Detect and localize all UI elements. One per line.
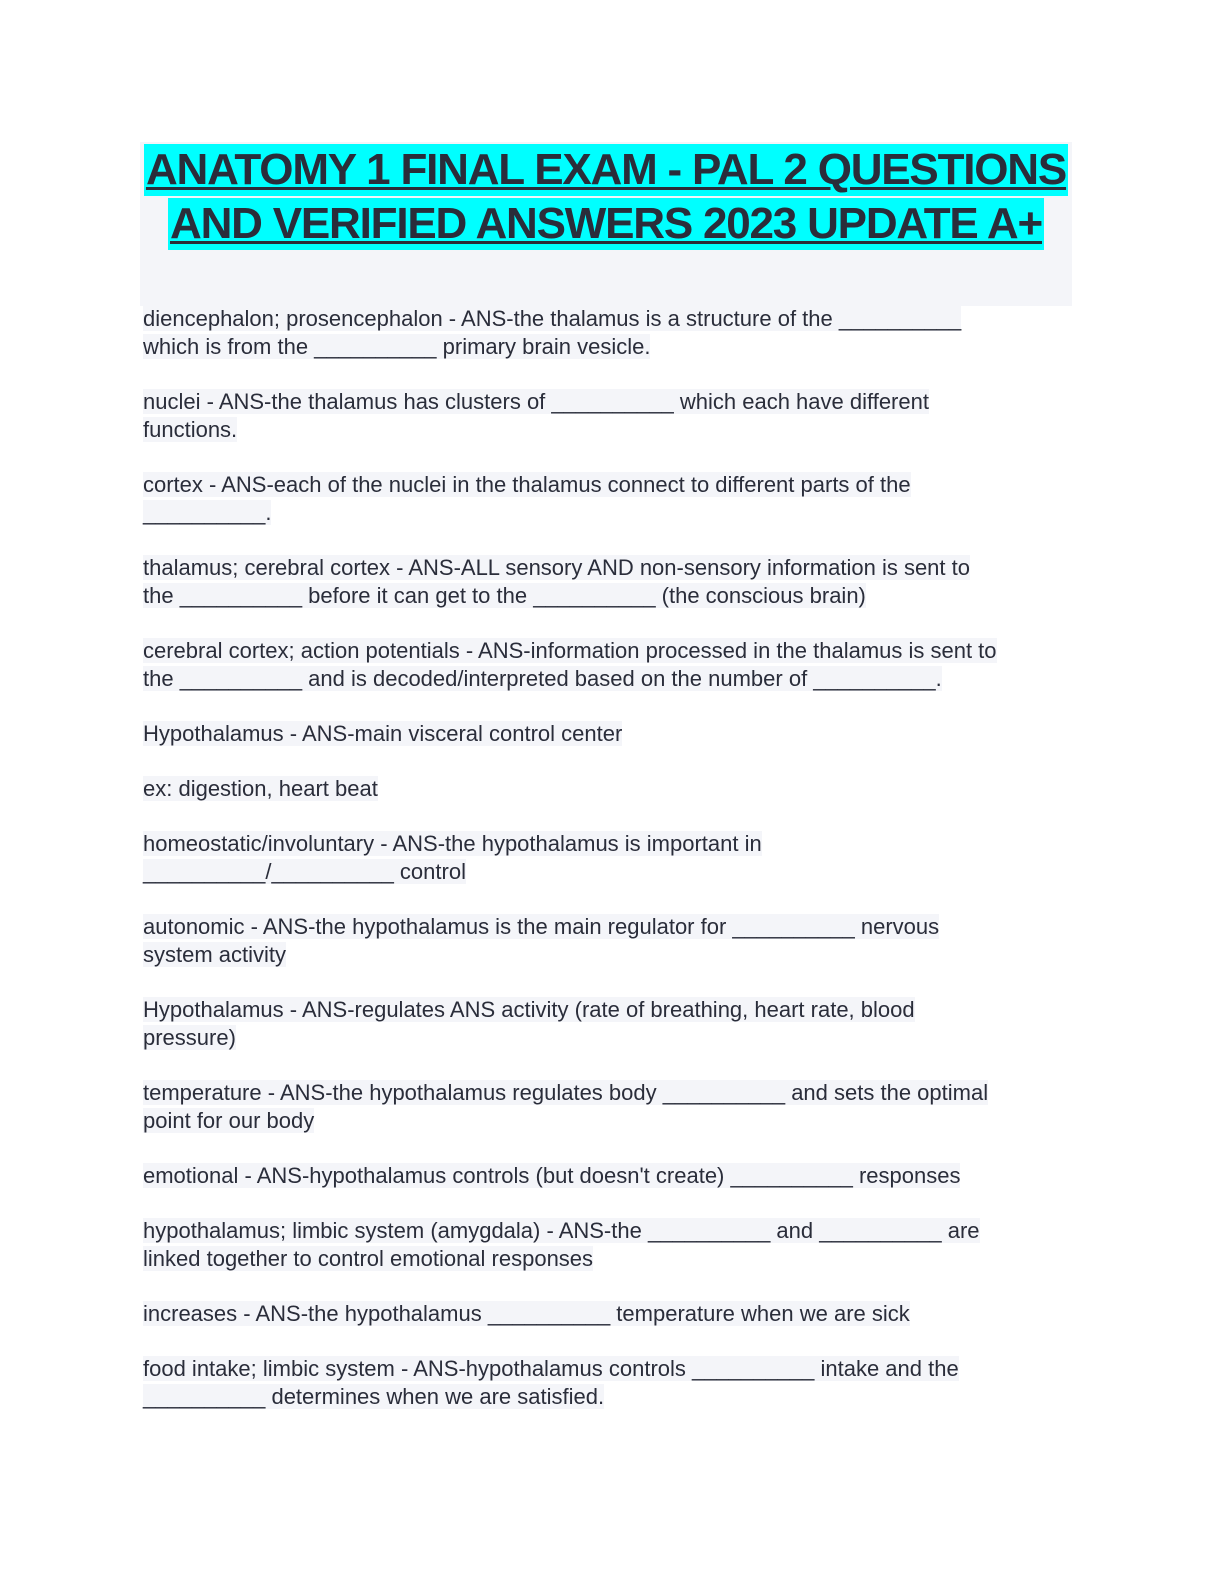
qa-item [143,830,1083,886]
qa-line [143,582,1083,610]
qa-line-text: thalamus; cerebral cortex - ANS-ALL sensory AND non-sensory information is sent to [143,555,970,580]
qa-item [143,637,1083,693]
qa-line-text: __________. [143,500,272,525]
qa-line [143,1355,1083,1383]
qa-item [143,388,1083,444]
qa-line [143,858,1083,886]
qa-item [143,1079,1083,1135]
qa-item [143,305,1083,361]
qa-item [143,554,1083,610]
qa-item [143,996,1083,1052]
qa-line-text: nuclei - ANS-the thalamus has clusters of __________ which each have different [143,389,929,414]
title-line-2: AND VERIFIED ANSWERS 2023 UPDATE A+ [170,199,1042,248]
qa-line [143,499,1083,527]
qa-line [143,996,1083,1024]
qa-line [143,1162,1083,1190]
qa-line-text: functions. [143,417,238,442]
qa-line-text: food intake; limbic system - ANS-hypothalamus controls __________ intake and the [143,1356,959,1381]
qa-line-text: the __________ before it can get to the __________ (the conscious brain) [143,583,866,608]
title-row-2 [140,198,1072,252]
qa-line-text: __________ determines when we are satisfied. [143,1384,605,1409]
qa-line [143,1079,1083,1107]
qa-item [143,1217,1083,1273]
qa-line [143,1024,1083,1052]
qa-line-text: Hypothalamus - ANS-main visceral control center [143,721,623,746]
qa-line-text: cortex - ANS-each of the nuclei in the thalamus connect to different parts of the [143,472,911,497]
qa-item [143,775,1083,803]
qa-line-text: increases - ANS-the hypothalamus __________ temperature when we are sick [143,1301,910,1326]
qa-line-text: system activity [143,942,287,967]
qa-line-text: pressure) [143,1025,236,1050]
qa-line-text: linked together to control emotional responses [143,1246,594,1271]
qa-line [143,941,1083,969]
qa-line [143,1217,1083,1245]
qa-line-text: temperature - ANS-the hypothalamus regulates body __________ and sets the optimal [143,1080,989,1105]
qa-item [143,471,1083,527]
qa-item [143,1355,1083,1411]
qa-line [143,830,1083,858]
qa-line [143,333,1083,361]
qa-item [143,1300,1083,1328]
qa-line-text: homeostatic/involuntary - ANS-the hypothalamus is important in [143,831,762,856]
qa-line-text: which is from the __________ primary brain vesicle. [143,334,651,359]
qa-item [143,913,1083,969]
qa-line [143,775,1083,803]
qa-line-text: cerebral cortex; action potentials - ANS-information processed in the thalamus is sent to [143,638,997,663]
qa-line [143,1300,1083,1328]
qa-line [143,913,1083,941]
qa-line [143,471,1083,499]
qa-line [143,720,1083,748]
qa-line-text: ex: digestion, heart beat [143,776,378,801]
qa-line [143,1383,1083,1411]
qa-line-text: the __________ and is decoded/interpreted based on the number of __________. [143,666,942,691]
qa-line [143,1107,1083,1135]
qa-line [143,637,1083,665]
qa-line-text: autonomic - ANS-the hypothalamus is the main regulator for __________ nervous [143,914,940,939]
qa-line [143,305,1083,333]
title-line-1: ANATOMY 1 FINAL EXAM - PAL 2 QUESTIONS [145,145,1067,194]
document-title [140,142,1072,306]
qa-line [143,665,1083,693]
title-row-1 [140,144,1072,198]
qa-line-text: __________/__________ control [143,859,466,884]
qa-line [143,1245,1083,1273]
qa-line [143,554,1083,582]
qa-line [143,388,1083,416]
qa-line-text: diencephalon; prosencephalon - ANS-the thalamus is a structure of the __________ [143,306,962,331]
qa-line [143,416,1083,444]
qa-line-text: Hypothalamus - ANS-regulates ANS activity (rate of breathing, heart rate, blood [143,997,915,1022]
qa-item [143,1162,1083,1190]
qa-line-text: emotional - ANS-hypothalamus controls (but doesn't create) __________ responses [143,1163,961,1188]
qa-line-text: point for our body [143,1108,315,1133]
qa-item [143,720,1083,748]
qa-line-text: hypothalamus; limbic system (amygdala) - ANS-the __________ and __________ are [143,1218,980,1243]
question-answer-list [143,305,1083,1438]
